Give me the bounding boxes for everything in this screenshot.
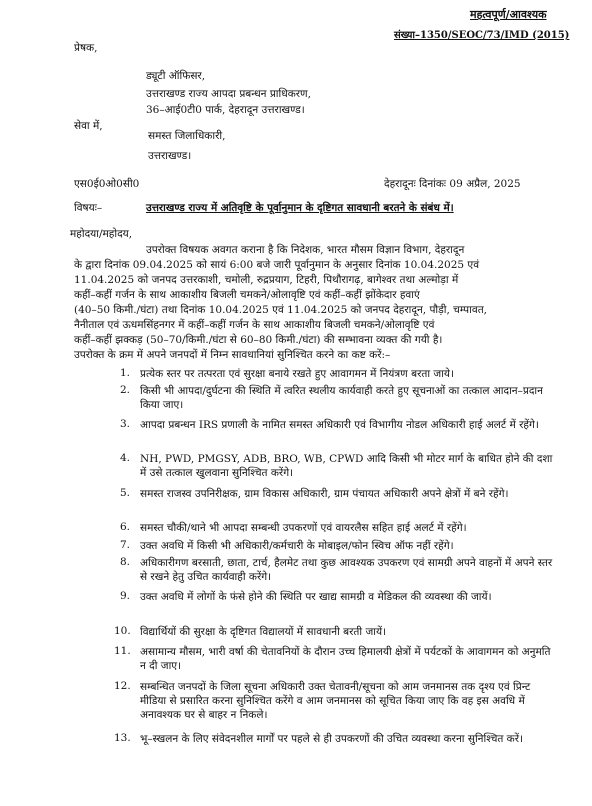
sender-line: उत्तराखण्ड राज्य आपदा प्रबन्धन प्राधिकरण, [146,88,311,100]
item-number: 13. [114,732,131,744]
sender-label: प्रेषक, [74,42,98,54]
item-number: 6. [120,521,131,533]
body-line: कहीं–कहीं झक्कड़ (50–70/किमी./घंटा से 60–80 किमी./घंटा) की सम्भावना व्यक्त की गयी है। [74,334,443,346]
item-text: अधिकारीगण बरसाती, छाता, टार्च, हैलमेट तथा कुछ आवश्यक उपकरण एवं सामग्री अपने वाहनों में अपने स्तर से रखने हेतु उचित कार्यवाही करेंगे। [140,557,553,583]
item-number: 10. [114,625,131,637]
subject-text: उत्तराखण्ड राज्य में अतिवृष्टि के पूर्वानुमान के दृष्टिगत सावधानी बरतने के संबंध में। [146,202,454,214]
item-number: 2. [120,384,131,396]
item-text: प्रत्येक स्तर पर तत्परता एवं सुरक्षा बनाये रखते हुए आवागमन में नियंत्रण बरता जाये। [140,368,455,380]
item-number: 5. [120,487,131,499]
body-line: कहीं–कहीं गर्जन के साथ आकाशीय बिजली चमकने/ओलावृष्टि एवं कहीं–कहीं झोंकेदार हवाएं [74,289,420,301]
body-line: 11.04.2025 को जनपद उत्तरकाशी, चमोली, रुद्रप्रयाग, टिहरी, पिथौरागढ़, बागेश्वर तथा अल्मोड़ा में [74,274,459,286]
body-line: के द्वारा दिनांक 09.04.2025 को सायं 6:00 बजे जारी पूर्वानुमान के अनुसार दिनांक 10.04.2025 एवं [74,259,480,271]
item-text: समस्त राजस्व उपनिरीक्षक, ग्राम विकास अधिकारी, ग्राम पंचायत अधिकारी अपने क्षेत्रों में बने रहेंगे। [140,488,509,500]
item-number: 3. [120,418,131,430]
item-number: 1. [120,367,131,379]
recipient-line: उत्तराखण्ड। [148,150,192,162]
item-text: उक्त अवधि में लोगों के फंसे होने की स्थिति पर खाद्य सामग्री व मेडिकल की व्यवस्था की जायें। [140,591,492,603]
item-text: सम्बन्धित जनपदों के जिला सूचना अधिकारी उक्त चेतावनी/सूचना को आम जनमानस तक दृश्य एवं प्रिन्ट मीडिया से प्रसारित करना सुनिश्चित करेंगे व आम जनमानस को सूचित किया जाए कि वह इस अवधि में अनावश्यक घर से बाहर न निकले। [140,681,531,721]
body-line: उपरोक्त विषयक अवगत कराना है कि निदेशक, भारत मौसम विज्ञान विभाग, देहरादून [146,244,465,256]
item-text: उक्त अवधि में किसी भी अधिकारी/कर्मचारी के मोबाइल/फोन स्विच ऑफ नहीं रहेंगे। [140,540,454,552]
body-line: उपरोक्त के क्रम में अपने जनपदों में निम्न सावधानियां सुनिश्चित करने का कष्ट करें:– [74,349,391,361]
item-number: 12. [114,680,131,692]
item-text: भू–स्खलन के लिए संवेदनशील मार्गों पर पहले से ही उपकरणों की उचित व्यवस्था करना सुनिश्चित करें। [140,733,524,745]
recipient-label: सेवा में, [74,120,103,132]
recipient-line: समस्त जिलाधिकारी, [148,130,226,142]
body-line: नैनीताल एवं ऊधमसिंहनगर में कहीं–कहीं गर्जन के साथ आकाशीय बिजली चमकने/ओलावृष्टि एवं [74,319,435,331]
item-text: समस्त चौकी/थाने भी आपदा सम्बन्धी उपकरणों एवं वायरलैस सहित हाई अलर्ट में रहेंगे। [140,522,467,534]
item-text: विद्यार्थियों की सुरक्षा के दृष्टिगत विद्यालयों में सावधानी बरती जायें। [140,626,387,638]
sender-line: ड्यूटी ऑफिसर, [146,70,206,82]
item-text: NH, PWD, PMGSY, ADB, BRO, WB, CPWD आदि किसी भी मोटर मार्ग के बाधित होने की दशा में उसे तत्काल खुलवाना सुनिश्चित करेंगे। [140,453,553,479]
sender-line: 36–आई0टी0 पार्क, देहरादून उत्तराखण्ड। [146,104,305,116]
item-number: 4. [120,452,131,464]
item-number: 8. [120,556,131,568]
item-number: 9. [120,590,131,602]
body-line: (40–50 किमी./घंटा) तथा दिनांक 10.04.2025 एवं 11.04.2025 को जनपद देहरादून, पौड़ी, चम्पावत, [74,304,488,316]
item-text: आपदा प्रबन्धन IRS प्रणाली के नामित समस्त अधिकारी एवं विभागीय नोडल अधिकारी हाई अलर्ट में रहेंगे। [140,419,539,431]
importance-label: महत्वपूर्ण/आवश्यक [470,8,547,21]
reference-number: संख्या–1350/SEOC/73/IMD (2015) [394,30,570,41]
department-code: एस0ई0ओ0सी0 [74,178,140,190]
salutation: महोदया/महोदय, [70,228,133,240]
item-number: 11. [114,645,131,657]
place-date: देहरादूनः दिनांकः 09 अप्रैल, 2025 [384,178,521,190]
subject-label: विषयः– [74,202,103,214]
item-text: असामान्य मौसम, भारी वर्षा की चेतावनियों के दौरान उच्च हिमालयी क्षेत्रों में पर्यटकों के आवागमन को अनुमति न दी जाए। [140,646,551,672]
item-text: किसी भी आपदा/दुर्घटना की स्थिति में त्वरित स्थलीय कार्यवाही करते हुए सूचनाओं का तत्काल आदान–प्रदान किया जाए। [140,385,543,411]
item-number: 7. [120,539,131,551]
